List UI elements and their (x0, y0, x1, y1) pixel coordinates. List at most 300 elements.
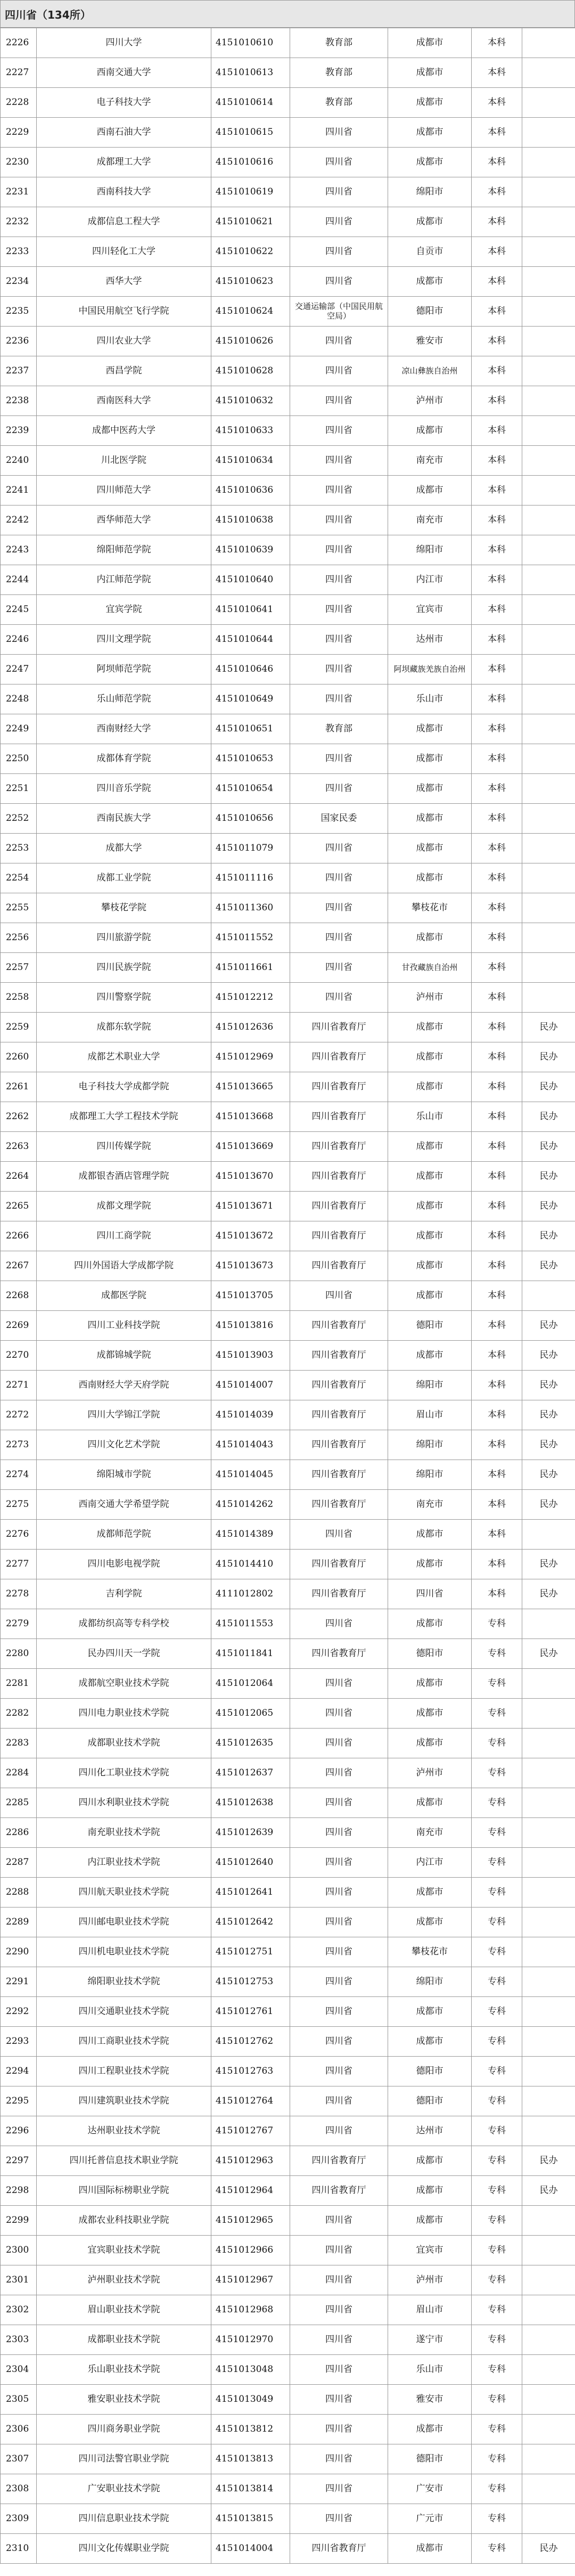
city-cell: 德阳市 (388, 1311, 472, 1341)
note-cell: 民办 (522, 2176, 575, 2206)
seq-cell: 2295 (1, 2086, 37, 2116)
name-cell: 内江师范学院 (37, 565, 211, 595)
code-cell: 4151013669 (211, 1132, 290, 1162)
name-cell: 四川师范大学 (37, 476, 211, 506)
level-cell: 专科 (472, 2027, 522, 2057)
name-cell: 成都锦城学院 (37, 1341, 211, 1371)
table-row (1, 2325, 575, 2355)
note-cell: 民办 (522, 1192, 575, 1221)
note-cell: 民办 (522, 1490, 575, 1520)
department-cell: 四川省 (290, 863, 388, 893)
city-cell: 广安市 (388, 2474, 472, 2504)
note-cell (522, 565, 575, 595)
department-cell: 四川省 (290, 2027, 388, 2057)
name-cell: 四川大学锦江学院 (37, 1400, 211, 1430)
table-row (1, 356, 575, 386)
note-cell (522, 327, 575, 356)
note-cell: 民办 (522, 1341, 575, 1371)
table-row (1, 1520, 575, 1550)
code-cell: 4111012802 (211, 1579, 290, 1609)
name-cell: 电子科技大学 (37, 88, 211, 118)
seq-cell: 2269 (1, 1311, 37, 1341)
level-cell: 本科 (472, 923, 522, 953)
table-row (1, 1818, 575, 1848)
name-cell: 四川大学 (37, 28, 211, 58)
department-cell: 四川省 (290, 1878, 388, 1907)
seq-cell: 2301 (1, 2265, 37, 2295)
city-cell: 德阳市 (388, 2444, 472, 2474)
seq-cell: 2227 (1, 58, 37, 88)
level-cell: 本科 (472, 267, 522, 297)
city-cell: 成都市 (388, 1729, 472, 1758)
name-cell: 绵阳师范学院 (37, 535, 211, 565)
code-cell: 4151010619 (211, 177, 290, 207)
name-cell: 四川音乐学院 (37, 774, 211, 804)
seq-cell: 2243 (1, 535, 37, 565)
seq-cell: 2229 (1, 118, 37, 148)
name-cell: 成都医学院 (37, 1281, 211, 1311)
department-cell: 四川省 (290, 2504, 388, 2534)
code-cell: 4151012968 (211, 2295, 290, 2325)
level-cell: 本科 (472, 1550, 522, 1579)
code-cell: 4151012751 (211, 1937, 290, 1967)
city-cell: 宜宾市 (388, 2236, 472, 2265)
note-cell (522, 655, 575, 684)
name-cell: 四川信息职业技术学院 (37, 2504, 211, 2534)
level-cell: 专科 (472, 2057, 522, 2086)
table-row (1, 2385, 575, 2415)
seq-cell: 2272 (1, 1400, 37, 1430)
city-cell: 成都市 (388, 923, 472, 953)
code-cell: 4151013816 (211, 1311, 290, 1341)
note-cell (522, 2027, 575, 2057)
level-cell: 专科 (472, 1639, 522, 1669)
code-cell: 4151011841 (211, 1639, 290, 1669)
note-cell (522, 237, 575, 267)
seq-cell: 2289 (1, 1907, 37, 1937)
code-cell: 4151012638 (211, 1788, 290, 1818)
table-row (1, 2265, 575, 2295)
seq-cell: 2283 (1, 1729, 37, 1758)
city-cell: 绵阳市 (388, 1967, 472, 1997)
table-row (1, 1669, 575, 1699)
level-cell: 专科 (472, 1937, 522, 1967)
city-cell: 阿坝藏族羌族自治州 (388, 655, 472, 684)
department-cell: 四川省教育厅 (290, 1579, 388, 1609)
seq-cell: 2241 (1, 476, 37, 506)
table-row (1, 28, 575, 58)
note-cell: 民办 (522, 1102, 575, 1132)
name-cell: 攀枝花学院 (37, 893, 211, 923)
level-cell: 本科 (472, 1102, 522, 1132)
department-cell: 四川省教育厅 (290, 1430, 388, 1460)
level-cell: 本科 (472, 1251, 522, 1281)
code-cell: 4151010654 (211, 774, 290, 804)
level-cell: 本科 (472, 774, 522, 804)
city-cell: 成都市 (388, 1162, 472, 1192)
city-cell: 成都市 (388, 1072, 472, 1102)
city-cell: 成都市 (388, 476, 472, 506)
table-row (1, 237, 575, 267)
code-cell: 4151012065 (211, 1699, 290, 1729)
level-cell: 本科 (472, 1371, 522, 1400)
department-cell: 四川省教育厅 (290, 1460, 388, 1490)
level-cell: 本科 (472, 148, 522, 177)
table-row (1, 1788, 575, 1818)
department-cell: 四川省教育厅 (290, 1341, 388, 1371)
note-cell (522, 1967, 575, 1997)
level-cell: 专科 (472, 2325, 522, 2355)
code-cell: 4151012640 (211, 1848, 290, 1878)
level-cell: 专科 (472, 2474, 522, 2504)
seq-cell: 2276 (1, 1520, 37, 1550)
department-cell: 四川省 (290, 1848, 388, 1878)
department-cell: 四川省教育厅 (290, 1251, 388, 1281)
note-cell (522, 2206, 575, 2236)
seq-cell: 2284 (1, 1758, 37, 1788)
code-cell: 4151010613 (211, 58, 290, 88)
note-cell: 民办 (522, 1013, 575, 1042)
name-cell: 西昌学院 (37, 356, 211, 386)
seq-cell: 2267 (1, 1251, 37, 1281)
seq-cell: 2257 (1, 953, 37, 983)
note-cell (522, 1281, 575, 1311)
table-row (1, 684, 575, 714)
city-cell: 成都市 (388, 1341, 472, 1371)
code-cell: 4151012761 (211, 1997, 290, 2027)
code-cell: 4151010623 (211, 267, 290, 297)
table-row (1, 1042, 575, 1072)
department-cell: 四川省 (290, 2086, 388, 2116)
department-cell: 四川省教育厅 (290, 1639, 388, 1669)
city-cell: 成都市 (388, 863, 472, 893)
level-cell: 本科 (472, 207, 522, 237)
seq-cell: 2280 (1, 1639, 37, 1669)
note-cell (522, 1878, 575, 1907)
department-cell: 四川省 (290, 1669, 388, 1699)
seq-cell: 2258 (1, 983, 37, 1013)
level-cell: 本科 (472, 356, 522, 386)
department-cell: 四川省 (290, 207, 388, 237)
level-cell: 本科 (472, 1072, 522, 1102)
code-cell: 4151014045 (211, 1460, 290, 1490)
seq-cell: 2255 (1, 893, 37, 923)
code-cell: 4151013671 (211, 1192, 290, 1221)
seq-cell: 2236 (1, 327, 37, 356)
level-cell: 本科 (472, 1520, 522, 1550)
department-cell: 四川省教育厅 (290, 1221, 388, 1251)
city-cell: 泸州市 (388, 983, 472, 1013)
department-cell: 四川省教育厅 (290, 1162, 388, 1192)
seq-cell: 2249 (1, 714, 37, 744)
note-cell (522, 684, 575, 714)
city-cell: 内江市 (388, 565, 472, 595)
department-cell: 四川省 (290, 983, 388, 1013)
code-cell: 4151010616 (211, 148, 290, 177)
seq-cell: 2306 (1, 2415, 37, 2444)
city-cell: 绵阳市 (388, 1460, 472, 1490)
table-row (1, 625, 575, 655)
code-cell: 4151010656 (211, 804, 290, 834)
note-cell (522, 714, 575, 744)
code-cell: 4151012753 (211, 1967, 290, 1997)
code-cell: 4151012642 (211, 1907, 290, 1937)
level-cell: 专科 (472, 2116, 522, 2146)
city-cell: 眉山市 (388, 1400, 472, 1430)
code-cell: 4151013903 (211, 1341, 290, 1371)
seq-cell: 2274 (1, 1460, 37, 1490)
seq-cell: 2235 (1, 297, 37, 327)
seq-cell: 2293 (1, 2027, 37, 2057)
city-cell: 南充市 (388, 506, 472, 535)
level-cell: 本科 (472, 177, 522, 207)
name-cell: 西南科技大学 (37, 177, 211, 207)
code-cell: 4151012970 (211, 2325, 290, 2355)
table-row (1, 1132, 575, 1162)
city-cell: 成都市 (388, 1042, 472, 1072)
department-cell: 四川省 (290, 684, 388, 714)
note-cell (522, 1937, 575, 1967)
code-cell: 4151010632 (211, 386, 290, 416)
table-row (1, 1311, 575, 1341)
name-cell: 四川司法警官职业学院 (37, 2444, 211, 2474)
name-cell: 四川化工职业技术学院 (37, 1758, 211, 1788)
department-cell: 教育部 (290, 88, 388, 118)
name-cell: 四川建筑职业技术学院 (37, 2086, 211, 2116)
seq-cell: 2254 (1, 863, 37, 893)
note-cell (522, 2086, 575, 2116)
city-cell: 成都市 (388, 1251, 472, 1281)
department-cell: 四川省 (290, 267, 388, 297)
department-cell: 四川省 (290, 2474, 388, 2504)
table-row (1, 2504, 575, 2534)
seq-cell: 2256 (1, 923, 37, 953)
name-cell: 西南民族大学 (37, 804, 211, 834)
level-cell: 专科 (472, 2444, 522, 2474)
code-cell: 4151013668 (211, 1102, 290, 1132)
table-row (1, 804, 575, 834)
code-cell: 4151012964 (211, 2176, 290, 2206)
seq-cell: 2261 (1, 1072, 37, 1102)
level-cell: 专科 (472, 1699, 522, 1729)
code-cell: 4151014043 (211, 1430, 290, 1460)
department-cell: 四川省 (290, 356, 388, 386)
code-cell: 4151012635 (211, 1729, 290, 1758)
name-cell: 达州职业技术学院 (37, 2116, 211, 2146)
seq-cell: 2299 (1, 2206, 37, 2236)
note-cell (522, 1520, 575, 1550)
code-cell: 4151011552 (211, 923, 290, 953)
table-row (1, 2444, 575, 2474)
seq-cell: 2309 (1, 2504, 37, 2534)
city-cell: 攀枝花市 (388, 1937, 472, 1967)
department-cell: 四川省 (290, 118, 388, 148)
level-cell: 专科 (472, 2415, 522, 2444)
note-cell (522, 416, 575, 446)
city-cell: 成都市 (388, 1281, 472, 1311)
department-cell: 四川省 (290, 2385, 388, 2415)
note-cell (522, 2504, 575, 2534)
level-cell: 本科 (472, 1221, 522, 1251)
seq-cell: 2304 (1, 2355, 37, 2385)
name-cell: 四川工业科技学院 (37, 1311, 211, 1341)
table-row (1, 1102, 575, 1132)
note-cell (522, 1699, 575, 1729)
code-cell: 4151013672 (211, 1221, 290, 1251)
department-cell: 四川省 (290, 2444, 388, 2474)
note-cell: 民办 (522, 1162, 575, 1192)
note-cell (522, 1758, 575, 1788)
note-cell: 民办 (522, 1221, 575, 1251)
level-cell: 本科 (472, 58, 522, 88)
table-row (1, 535, 575, 565)
seq-cell: 2228 (1, 88, 37, 118)
level-cell: 专科 (472, 2355, 522, 2385)
code-cell: 4151010636 (211, 476, 290, 506)
department-cell: 四川省 (290, 1609, 388, 1639)
level-cell: 专科 (472, 2265, 522, 2295)
table-row (1, 2146, 575, 2176)
code-cell: 4151010639 (211, 535, 290, 565)
name-cell: 成都大学 (37, 834, 211, 863)
name-cell: 成都师范学院 (37, 1520, 211, 1550)
seq-cell: 2245 (1, 595, 37, 625)
city-cell: 绵阳市 (388, 1371, 472, 1400)
city-cell: 成都市 (388, 1669, 472, 1699)
level-cell: 专科 (472, 1669, 522, 1699)
table-row (1, 118, 575, 148)
university-table (0, 28, 575, 2564)
code-cell: 4151013812 (211, 2415, 290, 2444)
city-cell: 雅安市 (388, 2385, 472, 2415)
note-cell: 民办 (522, 1042, 575, 1072)
seq-cell: 2230 (1, 148, 37, 177)
name-cell: 吉利学院 (37, 1579, 211, 1609)
table-row (1, 595, 575, 625)
city-cell: 德阳市 (388, 2086, 472, 2116)
code-cell: 4151012641 (211, 1878, 290, 1907)
city-cell: 成都市 (388, 28, 472, 58)
note-cell (522, 267, 575, 297)
table-row (1, 1221, 575, 1251)
code-cell: 4151012212 (211, 983, 290, 1013)
name-cell: 成都农业科技职业学院 (37, 2206, 211, 2236)
seq-cell: 2268 (1, 1281, 37, 1311)
name-cell: 广安职业技术学院 (37, 2474, 211, 2504)
level-cell: 本科 (472, 834, 522, 863)
department-cell: 四川省 (290, 1788, 388, 1818)
level-cell: 本科 (472, 1042, 522, 1072)
table-row (1, 1907, 575, 1937)
seq-cell: 2291 (1, 1967, 37, 1997)
department-cell: 四川省 (290, 148, 388, 177)
name-cell: 成都银杏酒店管理学院 (37, 1162, 211, 1192)
code-cell: 4151014262 (211, 1490, 290, 1520)
level-cell: 本科 (472, 744, 522, 774)
level-cell: 专科 (472, 2206, 522, 2236)
department-cell: 四川省 (290, 2355, 388, 2385)
seq-cell: 2251 (1, 774, 37, 804)
level-cell: 本科 (472, 953, 522, 983)
city-cell: 成都市 (388, 1997, 472, 2027)
department-cell: 四川省 (290, 476, 388, 506)
note-cell (522, 1907, 575, 1937)
note-cell (522, 2474, 575, 2504)
department-cell: 教育部 (290, 58, 388, 88)
city-cell: 攀枝花市 (388, 893, 472, 923)
note-cell: 民办 (522, 1400, 575, 1430)
department-cell: 四川省教育厅 (290, 1550, 388, 1579)
name-cell: 四川轻化工大学 (37, 237, 211, 267)
name-cell: 四川机电职业技术学院 (37, 1937, 211, 1967)
note-cell: 民办 (522, 1251, 575, 1281)
department-cell: 四川省教育厅 (290, 2176, 388, 2206)
name-cell: 四川警察学院 (37, 983, 211, 1013)
table-row (1, 1013, 575, 1042)
city-cell: 绵阳市 (388, 535, 472, 565)
note-cell (522, 983, 575, 1013)
code-cell: 4151013673 (211, 1251, 290, 1281)
code-cell: 4151010626 (211, 327, 290, 356)
code-cell: 4151010621 (211, 207, 290, 237)
note-cell (522, 446, 575, 476)
seq-cell: 2296 (1, 2116, 37, 2146)
city-cell: 成都市 (388, 2206, 472, 2236)
note-cell (522, 2444, 575, 2474)
table-row (1, 148, 575, 177)
level-cell: 专科 (472, 2534, 522, 2564)
department-cell: 四川省 (290, 1699, 388, 1729)
department-cell: 教育部 (290, 28, 388, 58)
note-cell: 民办 (522, 1311, 575, 1341)
table-row (1, 744, 575, 774)
city-cell: 成都市 (388, 2415, 472, 2444)
level-cell: 本科 (472, 386, 522, 416)
name-cell: 四川工商学院 (37, 1221, 211, 1251)
note-cell (522, 58, 575, 88)
note-cell (522, 506, 575, 535)
seq-cell: 2239 (1, 416, 37, 446)
name-cell: 成都艺术职业大学 (37, 1042, 211, 1072)
department-cell: 四川省教育厅 (290, 1400, 388, 1430)
name-cell: 乐山师范学院 (37, 684, 211, 714)
seq-cell: 2285 (1, 1788, 37, 1818)
name-cell: 宜宾职业技术学院 (37, 2236, 211, 2265)
table-row (1, 714, 575, 744)
note-cell: 民办 (522, 2534, 575, 2564)
note-cell: 民办 (522, 1132, 575, 1162)
note-cell (522, 893, 575, 923)
table-row (1, 774, 575, 804)
department-cell: 四川省教育厅 (290, 1042, 388, 1072)
table-row (1, 416, 575, 446)
department-cell: 四川省 (290, 2057, 388, 2086)
note-cell (522, 1609, 575, 1639)
note-cell (522, 863, 575, 893)
name-cell: 内江职业技术学院 (37, 1848, 211, 1878)
note-cell (522, 148, 575, 177)
code-cell: 4151013049 (211, 2385, 290, 2415)
city-cell: 成都市 (388, 2534, 472, 2564)
level-cell: 专科 (472, 1758, 522, 1788)
table-row (1, 2474, 575, 2504)
table-row (1, 506, 575, 535)
level-cell: 本科 (472, 655, 522, 684)
code-cell: 4151011079 (211, 834, 290, 863)
code-cell: 4151013815 (211, 2504, 290, 2534)
name-cell: 泸州职业技术学院 (37, 2265, 211, 2295)
code-cell: 4151012064 (211, 1669, 290, 1699)
